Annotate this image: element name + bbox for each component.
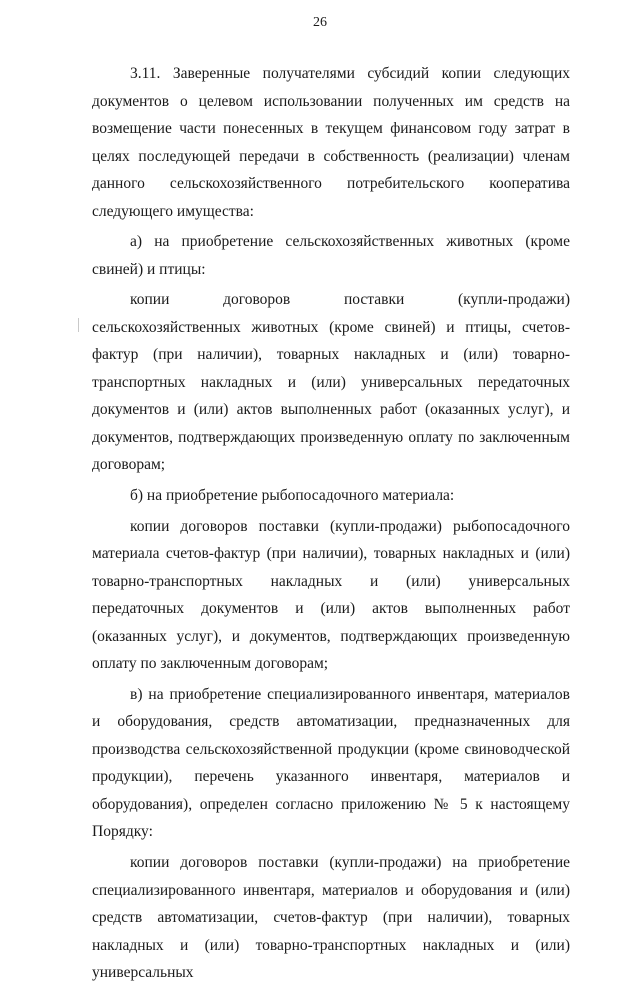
paragraph-item-v: в) на приобретение специализированного инвентаря, материалов и оборудования, средств автоматизации, предназначенных для производства сельскохозяйственной продукции (кроме свиноводческой продукции), перечень указанного инвентаря, материалов и оборудования), определен согласно приложению № 5 к настоящему Порядку:: [92, 685, 570, 841]
page-number: 26: [313, 15, 327, 30]
paragraph-item-a: а) на приобретение сельскохозяйственных животных (кроме свиней) и птицы:: [92, 233, 570, 278]
document-body: [92, 60, 570, 990]
paragraph-item-a-documents: копии договоров поставки (купли-продажи) сельскохозяйственных животных (кроме свиней) и птицы, счетов-фактур (при наличии), товарных накладных и (или) товарно-транспортных накладных и (или) универсальных передаточных документов и (или) актов выполненных работ (оказанных услуг), и документов, подтверждающих произведенную оплату по заключенным договорам;: [92, 291, 570, 474]
paragraph-3-11: 3.11. Заверенные получателями субсидий копии следующих документов о целевом использовании полученных им средств на возмещение части понесенных в текущем финансовом году затрат в целях последующей передачи в собственность (реализации) членам данного сельскохозяйственного потребительского кооператива следующего имущества:: [92, 65, 570, 220]
paragraph-item-b: б) на приобретение рыбопосадочного материала:: [130, 487, 455, 505]
scan-artifact-mark: [78, 318, 79, 332]
paragraph-item-v-documents: копии договоров поставки (купли-продажи) на приобретение специализированного инвентаря, материалов и оборудования и (или) средств автоматизации, счетов-фактур (при наличии), товарных накладных и (или) товарно-транспортных накладных и (или) универсальных: [92, 854, 570, 982]
paragraph-item-b-documents: копии договоров поставки (купли-продажи) рыбопосадочного материала счетов-фактур (при наличии), товарных накладных и (или) товарно-транспортных накладных и (или) универсальных передаточных документов и (или) актов выполненных работ (оказанных услуг), и документов, подтверждающих произведенную оплату по заключенным договорам;: [92, 517, 570, 673]
